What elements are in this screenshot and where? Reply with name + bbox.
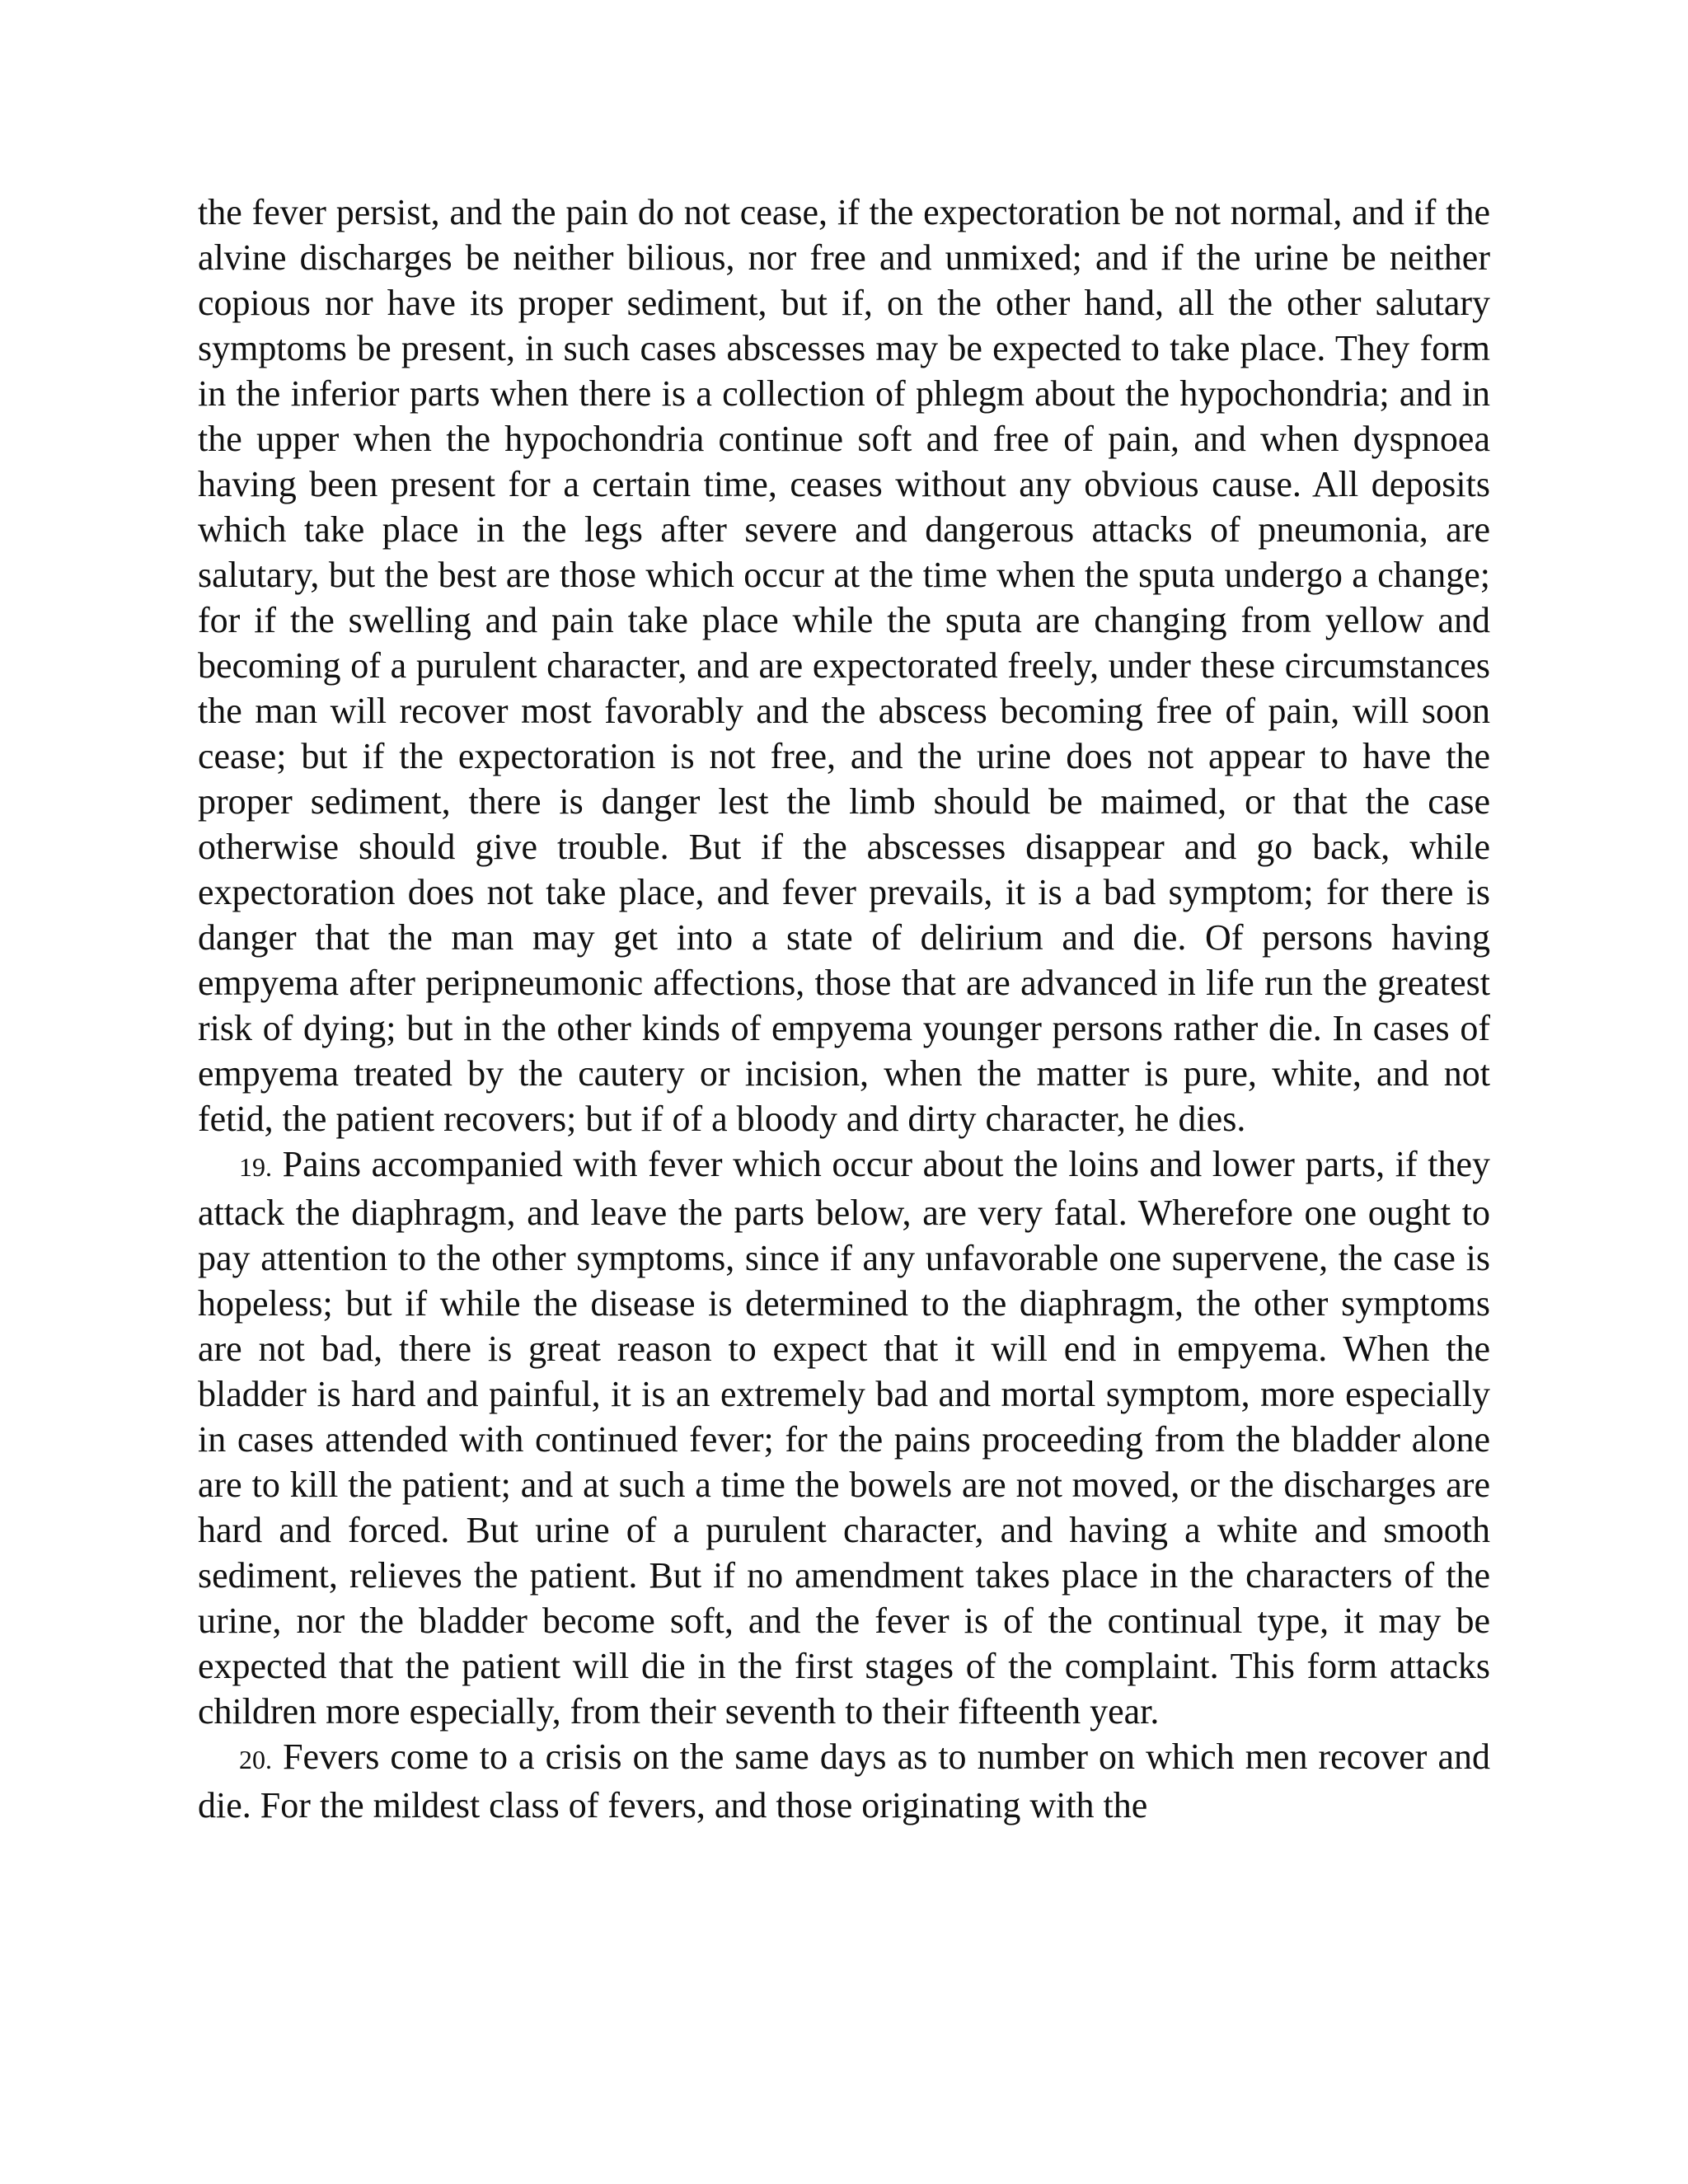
paragraph-20 [198, 1734, 1490, 1828]
section-number: 20. [239, 1745, 272, 1774]
paragraph-continuation [198, 190, 1490, 1141]
document-page [198, 190, 1490, 1828]
paragraph-19 [198, 1141, 1490, 1734]
section-number: 19. [239, 1152, 272, 1182]
paragraph-text: the fever persist, and the pain do not cease, if the expectoration be not normal, and if the alvine discharges be neither bilious, nor free and unmixed; and if the urine be neither copious nor have its proper sediment, but if, on the other hand, all the other salutary symptoms be present, in such cases abscesses may be expected to take place. They form in the inferior parts when there is a collection of phlegm about the hypochondria; and in the upper when the hypochondria continue soft and free of pain, and when dyspnoea having been present for a certain time, ceases without any obvious cause. All deposits which take place in the legs after severe and dangerous attacks of pneumonia, are salutary, but the best are those which occur at the time when the sputa undergo a change; for if the swelling and pain take place while the sputa are changing from yellow and becoming of a purulent character, and are expectorated freely, under these circumstances the man will recover most favorably and the abscess becoming free of pain, will soon cease; but if the expectoration is not free, and the urine does not appear to have the proper sediment, there is danger lest the limb should be maimed, or that the case otherwise should give trouble. But if the abscesses disappear and go back, while expectoration does not take place, and fever prevails, it is a bad symptom; for there is danger that the man may get into a state of delirium and die. Of persons having empyema after peripneumonic affections, those that are advanced in life run the greatest risk of dying; but in the other kinds of empyema younger persons rather die. In cases of empyema treated by the cautery or incision, when the matter is pure, white, and not fetid, the patient recovers; but if of a bloody and dirty character, he dies. [198, 192, 1490, 1139]
paragraph-text: Pains accompanied with fever which occur about the loins and lower parts, if they attack the diaphragm, and leave the parts below, are very fatal. Wherefore one ought to pay attention to the other symptoms, since if any unfavorable one supervene, the case is hopeless; but if while the disease is determined to the diaphragm, the other symptoms are not bad, there is great reason to expect that it will end in empyema. When the bladder is hard and painful, it is an extremely bad and mortal symptom, more especially in cases attended with continued fever; for the pains proceeding from the bladder alone are to kill the patient; and at such a time the bowels are not moved, or the discharges are hard and forced. But urine of a purulent character, and having a white and smooth sediment, relieves the patient. But if no amendment takes place in the characters of the urine, nor the bladder become soft, and the fever is of the continual type, it may be expected that the patient will die in the first stages of the complaint. This form attacks children more especially, from their seventh to their fifteenth year. [198, 1144, 1491, 1732]
paragraph-text: Fevers come to a crisis on the same days as to number on which men recover and die. For the mildest class of fevers, and those originating with the [198, 1736, 1490, 1825]
